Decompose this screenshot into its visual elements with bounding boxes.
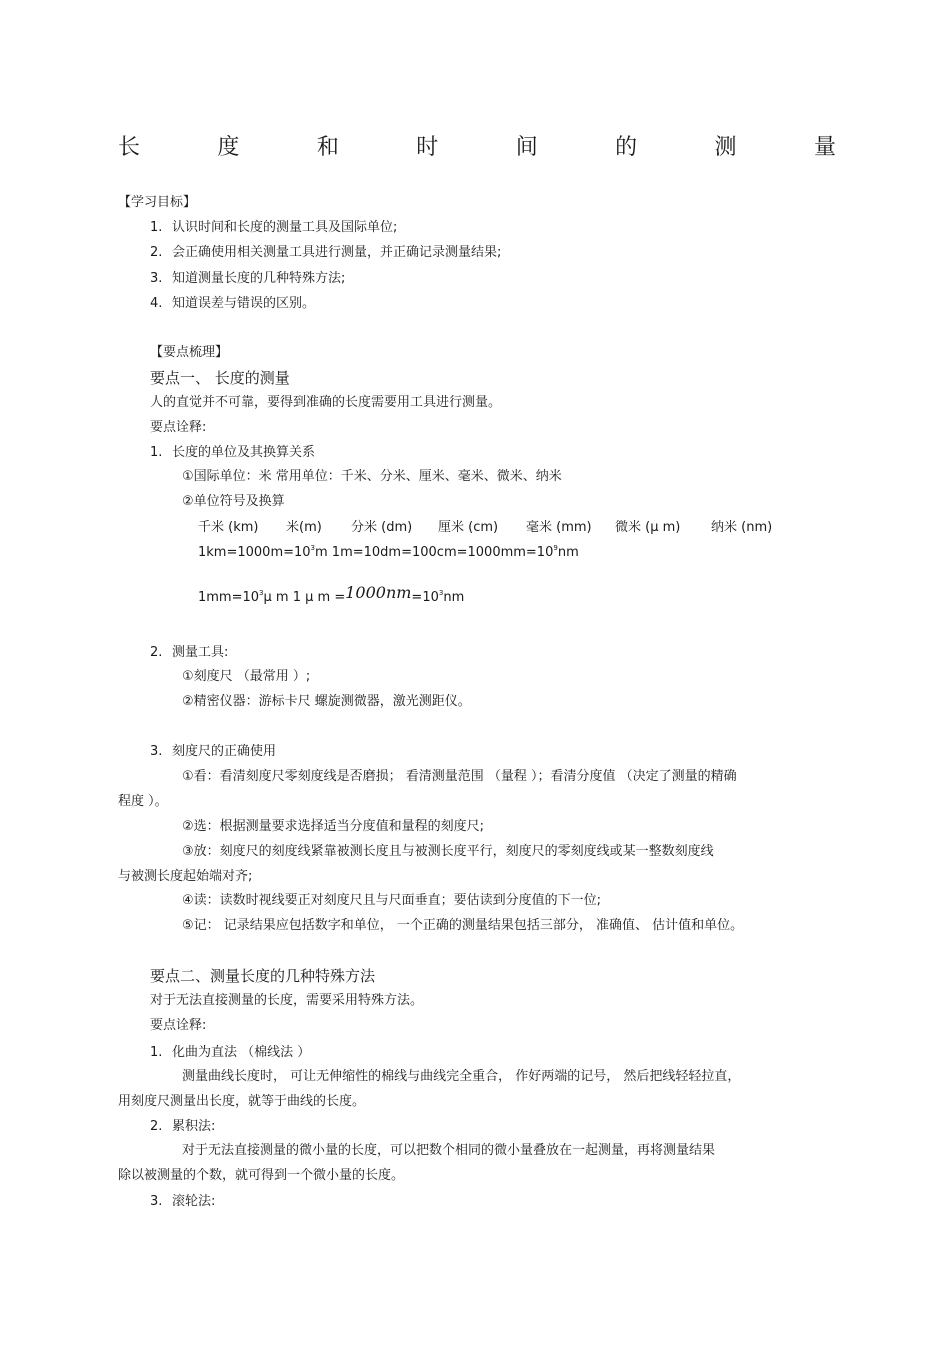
paragraph: 对于无法直接测量的长度，需要采用特殊方法。 — [150, 993, 424, 1008]
objective-item: 知道测量长度的几种特殊方法; — [172, 271, 346, 286]
unit-label: 纳米 (nm) — [711, 520, 773, 535]
unit-label: 微米 (μ m) — [615, 520, 681, 535]
paragraph: 用刻度尺测量出长度，就等于曲线的长度。 — [118, 1094, 366, 1109]
objectives-heading: 【学习目标】 — [118, 195, 197, 210]
objective-number: 1. — [150, 220, 163, 235]
section-heading: 要点一、 长度的测量 — [150, 369, 290, 387]
key-points-heading: 【要点梳理】 — [150, 345, 229, 360]
section-heading: 要点二、测量长度的几种特殊方法 — [150, 967, 376, 985]
paragraph: 除以被测量的个数，就可得到一个微小量的长度。 — [118, 1168, 405, 1183]
objective-number: 3. — [150, 271, 163, 286]
explain-label: 要点诠释: — [150, 1018, 207, 1033]
item-title: 刻度尺的正确使用 — [172, 744, 277, 759]
item-title: 滚轮法: — [172, 1194, 216, 1209]
objective-item: 会正确使用相关测量工具进行测量，并正确记录测量结果; — [172, 245, 502, 260]
paragraph: ②选：根据测量要求选择适当分度值和量程的刻度尺; — [182, 819, 485, 834]
paragraph: ①看：看清刻度尺零刻度线是否磨损； 看清测量范围 （量程 ）；看清分度值 （决定了测量的精确 — [182, 769, 737, 784]
item-title: 长度的单位及其换算关系 — [172, 445, 316, 460]
paragraph: ⑤记： 记录结果应包括数字和单位， 一个正确的测量结果包括三部分， 准确值、 估计值和单位。 — [182, 918, 744, 933]
item-number: 3. — [150, 744, 163, 759]
conversion-formula: $1km=1000m=10^3m$ $1m=10dm=100cm=1000mm=10^9nm$ — [198, 544, 579, 560]
item-title: 累积法: — [172, 1119, 216, 1134]
objective-number: 2. — [150, 245, 163, 260]
unit-label: 米(m) — [286, 520, 322, 535]
title-char: 长 — [118, 135, 141, 160]
paragraph: 对于无法直接测量的微小量的长度，可以把数个相同的微小量叠放在一起测量，再将测量结果 — [182, 1143, 716, 1158]
item-number: 1. — [150, 1045, 163, 1060]
objective-item: 知道误差与错误的区别。 — [172, 296, 316, 311]
item-number: 3. — [150, 1194, 163, 1209]
paragraph: ①刻度尺 （最常用 ）; — [182, 669, 311, 684]
objective-number: 4. — [150, 296, 163, 311]
objective-item: 认识时间和长度的测量工具及国际单位; — [172, 220, 398, 235]
title-char: 量 — [813, 135, 836, 160]
item-title: 化曲为直法 （棉线法 ） — [172, 1045, 311, 1060]
paragraph: ②单位符号及换算 — [182, 494, 285, 509]
title-char: 度 — [217, 135, 240, 160]
paragraph: 测量曲线长度时， 可让无伸缩性的棉线与曲线完全重合， 作好两端的记号， 然后把线轻轻拉直， — [182, 1069, 741, 1084]
conversion-formula: $1mm=10^3\mu$ m 1 μ $m =1000nm=10^3nm$ — [198, 583, 465, 605]
title-char: 间 — [515, 135, 538, 160]
title-char: 和 — [316, 135, 339, 160]
item-title: 测量工具: — [172, 645, 229, 660]
item-number: 1. — [150, 445, 163, 460]
paragraph: 人的直觉并不可靠，要得到准确的长度需要用工具进行测量。 — [150, 395, 502, 410]
title-char: 时 — [416, 135, 439, 160]
unit-label: 毫米 (mm) — [526, 520, 592, 535]
paragraph: ④读：读数时视线要正对刻度尺且与尺面垂直；要估读到分度值的下一位; — [182, 893, 602, 908]
unit-label: 厘米 (cm) — [438, 520, 499, 535]
item-number: 2. — [150, 645, 163, 660]
title-char: 的 — [615, 135, 638, 160]
fraction-value: 1000nm — [345, 583, 412, 602]
unit-label: 千米 (km) — [198, 520, 259, 535]
paragraph: 程度 ）。 — [118, 794, 168, 809]
title-char: 测 — [714, 135, 737, 160]
paragraph: ③放：刻度尺的刻度线紧靠被测长度且与被测长度平行，刻度尺的零刻度线或某一整数刻度线 — [182, 844, 714, 859]
paragraph: ②精密仪器：游标卡尺 螺旋测微器，激光测距仪。 — [182, 694, 471, 709]
page-title — [118, 134, 836, 164]
explain-label: 要点诠释: — [150, 420, 207, 435]
item-number: 2. — [150, 1119, 163, 1134]
paragraph: 与被测长度起始端对齐; — [118, 869, 253, 884]
unit-label: 分米 (dm) — [351, 520, 413, 535]
paragraph: ①国际单位：米 常用单位：千米、分米、厘米、毫米、微米、纳米 — [182, 469, 562, 484]
